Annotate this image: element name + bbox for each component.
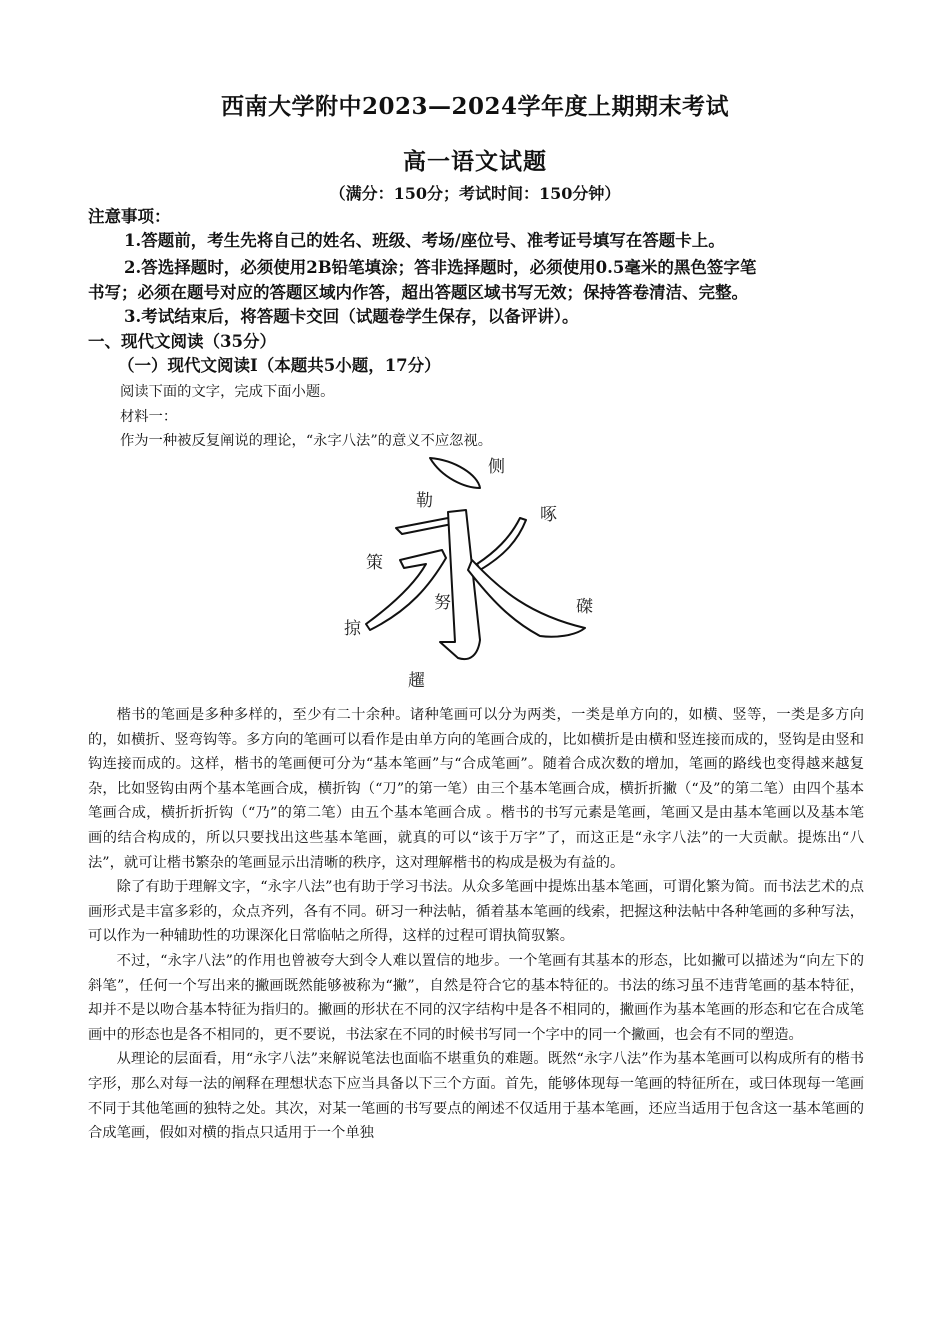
stroke-le [396,518,452,534]
label-lue: 掠 [344,619,361,639]
paragraph-1: 楷书的笔画是多种多样的，至少有二十余种。诸种笔画可以分为两类，一类是单方向的，如横、竖等，一类是多方向的，如横折、竖弯钩等。多方向的笔画可以看作是由单方向的笔画合成的，比如横折是由横和竖连接而成的，竖钩是由竖和钩连接而成的。这样，楷书的笔画便可分为“基本笔画”与“合成笔画”。随着合成次数的增加，笔画的路线也变得越来越复杂，比如竖钩由两个基本笔画合成，横折钩（“刀”的第一笔）由三个基本笔画合成，横折折撇（“及”的第二笔）由四个基本笔画合成，横折折折钩（“乃”的第二笔）由五个基本笔画合成 。楷书的书写元素是笔画，笔画又是由基本笔画以及基本笔画的结合构成的，所以只要找出这些基本笔画，就真的可以“该于万字”了，而这正是“永字八法”的一大贡献。提炼出“八法”，就可让楷书繁杂的笔画显示出清晰的秩序，这对理解楷书的构成是极为有益的。 [88,707,864,871]
section-subheading: （一）现代文阅读Ⅰ（本题共5小题，17分） [118,356,441,375]
stroke-nu [440,510,480,659]
label-nu: 努 [434,593,451,613]
notice-heading: 注意事项： [88,207,171,226]
label-ce2: 策 [366,553,383,573]
stroke-ze [468,560,585,637]
exam-meta: （满分：150分；考试时间：150分钟） [329,184,621,203]
label-zhuo: 啄 [540,505,557,525]
material-intro: 作为一种被反复阐说的理论，“永字八法”的意义不应忽视。 [120,433,493,449]
label-ze: 磔 [576,597,593,617]
instruction: 阅读下面的文字，完成下面小题。 [120,384,335,400]
yong-character-figure [330,450,630,695]
exam-subtitle: 高一语文试题 [403,148,547,175]
yong-strokes [366,458,585,659]
label-ce: 侧 [488,457,505,477]
material-label: 材料一： [120,409,178,425]
paragraph-3: 不过，“永字八法”的作用也曾被夸大到令人难以置信的地步。一个笔画有其基本的形态，比如撇可以描述为“向左下的斜笔”，任何一个写出来的撇画既然能够被称为“撇”，自然是符合它的基本特征的。书法的练习虽不违背笔画的基本特征，却并不是以吻合基本特征为指归的。撇画的形状在不同的汉字结构中是各不相同的，撇画作为基本笔画的形态和它在合成笔画中的形态也是各不相同的，更不要说，书法家在不同的时候书写同一个字中的同一个撇画，也会有不同的塑造。 [88,952,864,1043]
notice-item-1: 1.答题前，考生先将自己的姓名、班级、考场/座位号、准考证号填写在答题卡上。 [124,231,725,250]
stroke-zhuo [477,518,526,570]
notice-item-3: 3.考试结束后，将答题卡交回（试题卷学生保存，以备评讲）。 [124,307,579,326]
label-ti: 趯 [408,671,425,691]
article-body [88,703,864,1146]
stroke-ce [430,458,480,488]
notice-item-2-cont: 书写；必须在题号对应的答题区域内作答，超出答题区域书写无效；保持答卷清洁、完整。 [88,283,748,302]
paragraph-2: 除了有助于理解文字，“永字八法”也有助于学习书法。从众多笔画中提炼出基本笔画，可谓化繁为简。而书法艺术的点画形式是丰富多彩的，众点齐列，各有不同。研习一种法帖，循着基本笔画的线索，把握这种法帖中各种笔画的多种写法，可以作为一种辅助性的功课深化日常临帖之所得，这样的过程可谓执简驭繁。 [88,879,864,945]
notice-item-2: 2.答选择题时，必须使用2B铅笔填涂；答非选择题时，必须使用0.5毫米的黑色签字笔 [124,258,757,277]
exam-title: 西南大学附中2023—2024学年度上期期末考试 [220,93,730,120]
section-heading: 一、现代文阅读（35分） [88,332,276,351]
label-le: 勒 [416,491,433,511]
paragraph-4: 从理论的层面看，用“永字八法”来解说笔法也面临不堪重负的难题。既然“永字八法”作为基本笔画可以构成所有的楷书字形，那么对每一法的阐释在理想状态下应当具备以下三个方面。首先，能够体现每一笔画的特征所在，或曰体现每一笔画不同于其他笔画的独特之处。其次，对某一笔画的书写要点的阐述不仅适用于基本笔画，还应当适用于包含这一基本笔画的合成笔画，假如对横的指点只适用于一个单独 [88,1051,864,1142]
